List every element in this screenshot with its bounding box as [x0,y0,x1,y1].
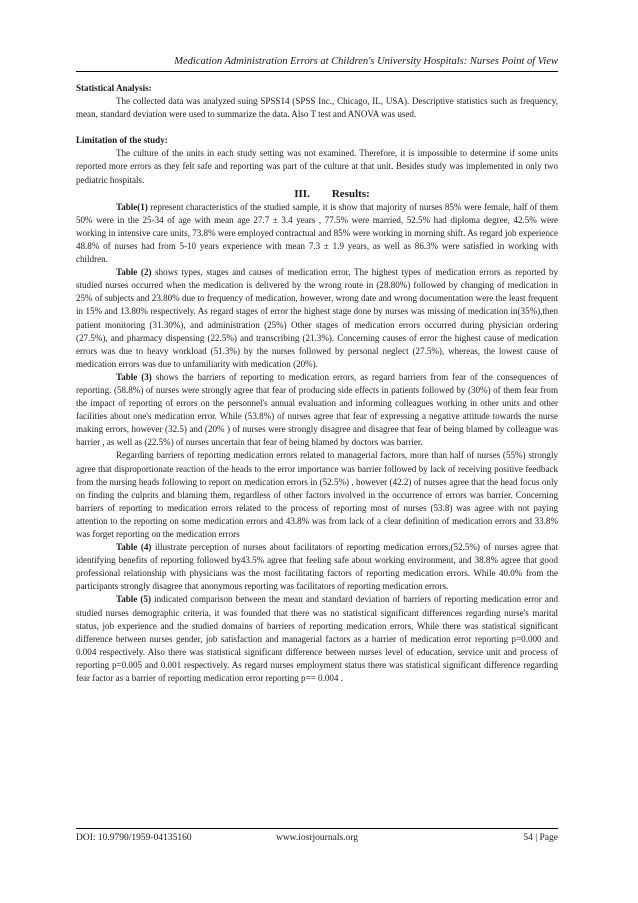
limitation-paragraph: The culture of the units in each study setting was not examined. Therefore, it is impossible to determine if some units reported more errors as they felt safe and reporting was part of the culture at that unit. Besides study was implemented in only two pediatric hospitals. [76,148,558,185]
table2-text: shows types, stages and causes of medication error, The highest types of medication errors as reported by studied nurses occurred when the medication is delivered by the wrong route in (28.80%) followed by changing of medication in 25% of subjects and 23.80% due to frequency of medication, however, wrong date and wrong documentation were the least frequent in 15% and 13.80% respectively. As regard stages of error the highest stage done by nurses was missing of medication in(35%),then patient monitoring (31.30%), and administration (25%) Other stages of medication errors occurred during physician ordering (27.5%), and pharmacy dispensing (22.5%) and transcribing (21.3%). Concerning causes of error the highest cause of medication errors was due to heavy workload (51.3%) by the nurses followed by personal neglect (27.5%), whereas, the lowest cause of medication errors was due to unfamiliarity with medication (20%). [76,267,558,369]
footer-rule [76,828,558,829]
header-rule [76,71,558,72]
footer-page-number: 54 | Page [523,833,558,843]
running-header: Medication Administration Errors at Children's University Hospitals: Nurses Point of View [174,56,558,67]
results-paragraph-table3 [76,371,558,450]
results-paragraph-table4 [76,541,558,593]
results-heading [76,187,558,201]
table1-reference: Table(1) [116,201,148,212]
table1-text: represent characteristics of the studied sample, it is show that majority of nurses 85% were female, half of them 50% were in the 25-34 of age with mean age 27.7 ± 3.4 years , 77.5% were married, 52.5% had diploma degree, 42.5% were working in intensive care units, 73.8% were employed contractual and 85% were working in morning shift. As regard job experience 48.8% of nurses had from 5-10 years experience with mean 7.3 ± 1.9 years, as well as 86.3% were satisfied in working with children. [76,201,558,265]
footer-website: www.iosrjournals.org [275,833,359,843]
results-paragraph-table1 [76,201,558,266]
section-spacer [76,121,558,134]
footer-doi: DOI: 10.9790/1959-04135160 [76,833,192,843]
main-content [76,82,558,685]
table4-reference: Table (4) [116,542,152,553]
statistical-analysis-paragraph: The collected data was analyzed suing SPSS14 (SPSS Inc., Chicago, IL, USA). Descriptive statistics such as frequency, mean, standard deviation were used to summarize the data. Also T test and ANOVA was used. [76,96,558,120]
results-paragraph-managerial: Regarding barriers of reporting medication errors related to managerial factors, more than half of nurses (55%) strongly agree that disproportionate reaction of the heads to the error importance was barrier followed by lack of receiving positive feedback from the nursing heads following to report on medication errors in (52.5%) , however (42.2) of nurses agree that the head focus only on finding the culprits and blaming them, regardless of other factors involved in the occurrence of errors was barrier. Concerning barriers of reporting to medication errors related to the process of reporting most of nurses (53.8) was agree with not paying attention to the reporting on some medication errors and 43.8% was from lack of a clear definition of medication errors and 33.8% was forget reporting on the medication errors [76,450,558,539]
table4-text: illustrate perception of nurses about facilitators of reporting medication errors,(52.5%) of nurses agree that identifying benefits of reporting followed by43.5% agree that feeling safe about working environment, and 38.8% agree that good professional relationship with physicians was the most facilitating factors of reporting medication errors. While 40.0% from the participants strongly disagree that anonymous reporting was facilitators of reporting medication errors. [76,542,558,592]
results-paragraph-table5 [76,593,558,685]
table5-text: indicated comparison between the mean and standard deviation of barriers of reporting medication error and studied nurses demographic criteria, it was founded that there was no statistical significant differences regarding nurse's marital status, job experience and the studied domains of barriers of reporting medication errors, While there was statistical significant difference between nurses gender, job satisfaction and managerial factors as a barrier of medication error reporting p=0.000 and 0.004 respectively. Also there was statistical significant difference between nurses level of education, service unit and process of reporting p=0.005 and 0.001 respectively. As regard nurses employment status there was statistical significant difference regarding fear factor as a barrier of reporting medication error reporting p== 0.004 . [76,594,558,684]
limitation-heading: Limitation of the study: [76,135,168,146]
page-footer [76,832,558,846]
table5-reference: Table (5) [116,594,151,605]
results-section-title: Results: [331,187,370,200]
statistical-analysis-heading: Statistical Analysis: [76,83,152,93]
table3-text: shows the barriers of reporting to medication errors, as regard barriers from fear of the consequences of reporting. (58.8%) of nurses were strongly agree that fear of producing side effects in patients followed by (30%) of them fear from the impact of reporting of errors on the personnel's annual evaluation and informing colleagues working in other units and other facilities about one's medication error. While (53.8%) of nurses agree that fear of expressing a negative attitude towards the nurse making errors, however (32.5) and (20% ) of nurses were strongly disagree and disagree that fear of being blamed by colleague was barrier , as well as (22.5%) of nurses uncertain that fear of being blamed by doctors was barrier. [76,371,558,448]
table3-reference: Table (3) [116,371,152,382]
results-section-number: III. [294,187,310,200]
results-paragraph-table2 [76,266,558,371]
table2-reference: Table (2) [116,267,152,278]
